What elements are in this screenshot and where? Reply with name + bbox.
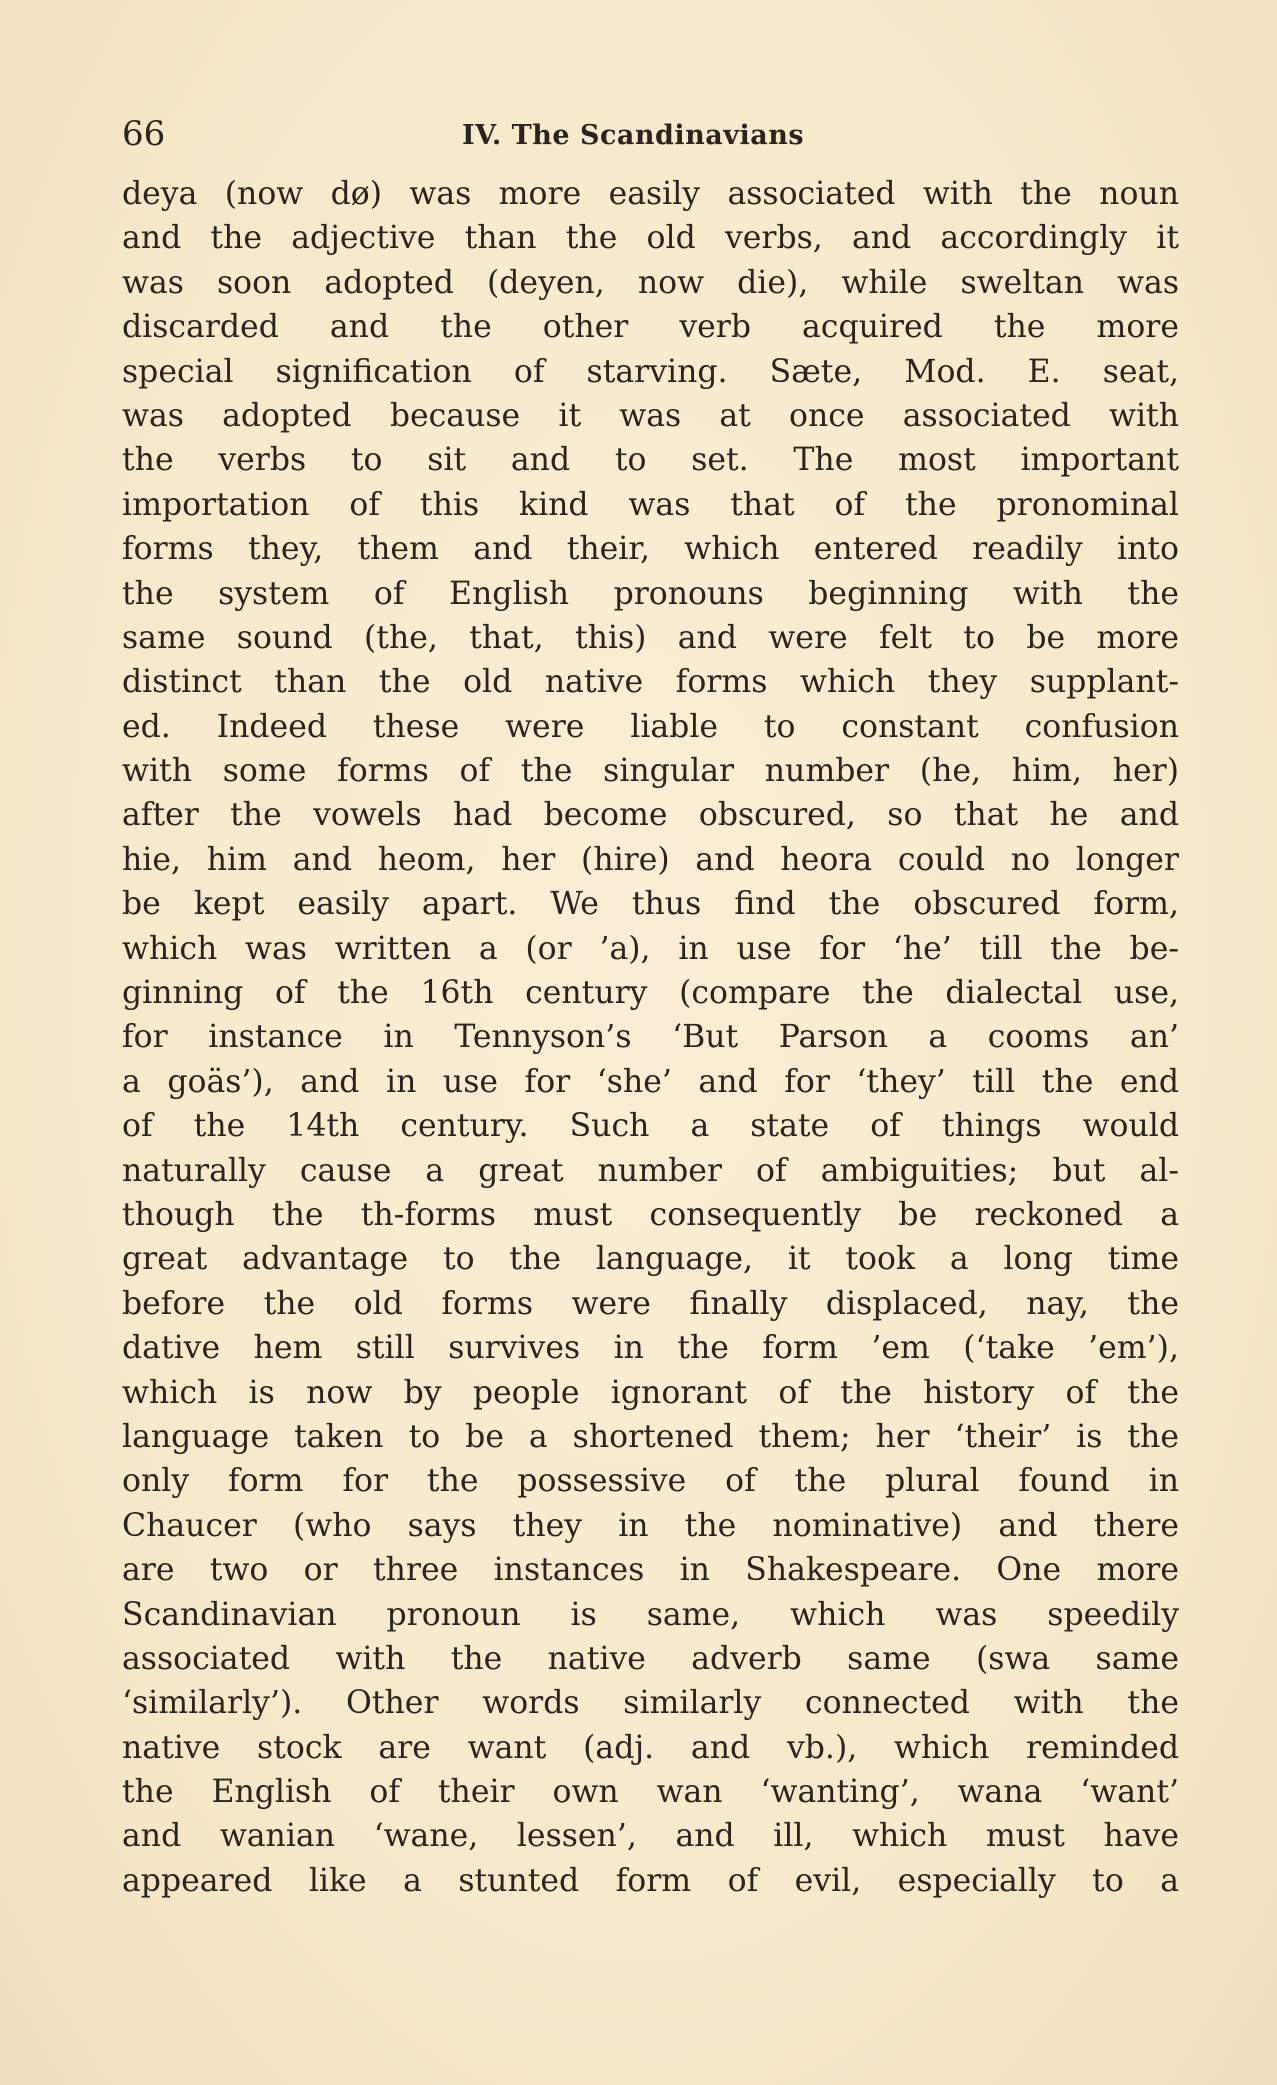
text-line: the system of English pronouns beginning with the (122, 575, 1179, 612)
text-line: discarded and the other verb acquired the more (122, 309, 1179, 346)
text-line: special signification of starving. Sæte, Mod. E. seat, (122, 353, 1179, 390)
page-header (122, 112, 1177, 156)
text-line: associated with the native adverb same (swa same (122, 1640, 1179, 1677)
text-line: Chaucer (who says they in the nominative) and there (122, 1507, 1179, 1544)
text-line: Scandinavian pronoun is same, which was speedily (122, 1596, 1179, 1633)
text-line: before the old forms were finally displaced, nay, the (122, 1285, 1179, 1322)
text-line: which is now by people ignorant of the history of the (122, 1374, 1179, 1411)
text-line: native stock are want (adj. and vb.), which reminded (122, 1729, 1179, 1766)
text-line: ginning of the 16th century (compare the dialectal use, (122, 975, 1179, 1012)
text-line: same sound (the, that, this) and were felt to be more (122, 619, 1179, 656)
text-line: appeared like a stunted form of evil, especially to a (122, 1862, 1179, 1899)
text-line: after the vowels had become obscured, so that he and (122, 797, 1179, 834)
text-line: dative hem still survives in the form ’em (‘take ’em’), (122, 1330, 1179, 1367)
text-line: are two or three instances in Shakespeare. One more (122, 1552, 1179, 1589)
text-line: only form for the possessive of the plural found in (122, 1463, 1179, 1500)
text-line: the English of their own wan ‘wanting’, wana ‘want’ (122, 1774, 1179, 1811)
text-line: with some forms of the singular number (he, him, her) (122, 753, 1179, 790)
text-line: of the 14th century. Such a state of things would (122, 1108, 1179, 1145)
text-line: ed. Indeed these were liable to constant confusion (122, 708, 1179, 745)
text-line: for instance in Tennyson’s ‘But Parson a cooms an’ (122, 1019, 1179, 1056)
running-head: IV. The Scandinavians (462, 120, 805, 151)
text-line: which was written a (or ’a), in use for ‘he’ till the be- (122, 930, 1179, 967)
text-line: importation of this kind was that of the pronominal (122, 486, 1179, 523)
text-line: deya (now dø) was more easily associated with the noun (122, 176, 1179, 212)
text-line: the verbs to sit and to set. The most important (122, 442, 1179, 479)
text-line: was soon adopted (deyen, now die), while sweltan was (122, 264, 1179, 301)
text-line: a goäs’), and in use for ‘she’ and for ‘they’ till the end (122, 1063, 1179, 1100)
text-line: hie, him and heom, her (hire) and heora could no longer (122, 841, 1179, 878)
body-text (122, 172, 1179, 1903)
text-line: be kept easily apart. We thus find the obscured form, (122, 886, 1179, 923)
text-line: though the th-forms must consequently be reckoned a (122, 1196, 1179, 1233)
text-line: ‘similarly’). Other words similarly connected with the (122, 1685, 1179, 1722)
text-line: was adopted because it was at once associated with (122, 397, 1179, 434)
text-line: language taken to be a shortened them; her ‘their’ is the (122, 1418, 1179, 1455)
text-line: great advantage to the language, it took a long time (122, 1241, 1179, 1278)
text-line: naturally cause a great number of ambiguities; but al- (122, 1152, 1179, 1189)
text-line: and wanian ‘wane, lessen’, and ill, which must have (122, 1818, 1179, 1855)
text-line: distinct than the old native forms which they supplant- (122, 664, 1179, 701)
text-line: and the adjective than the old verbs, and accordingly it (122, 220, 1179, 257)
text-line: forms they, them and their, which entered readily into (122, 531, 1179, 568)
page-number: 66 (122, 114, 166, 154)
